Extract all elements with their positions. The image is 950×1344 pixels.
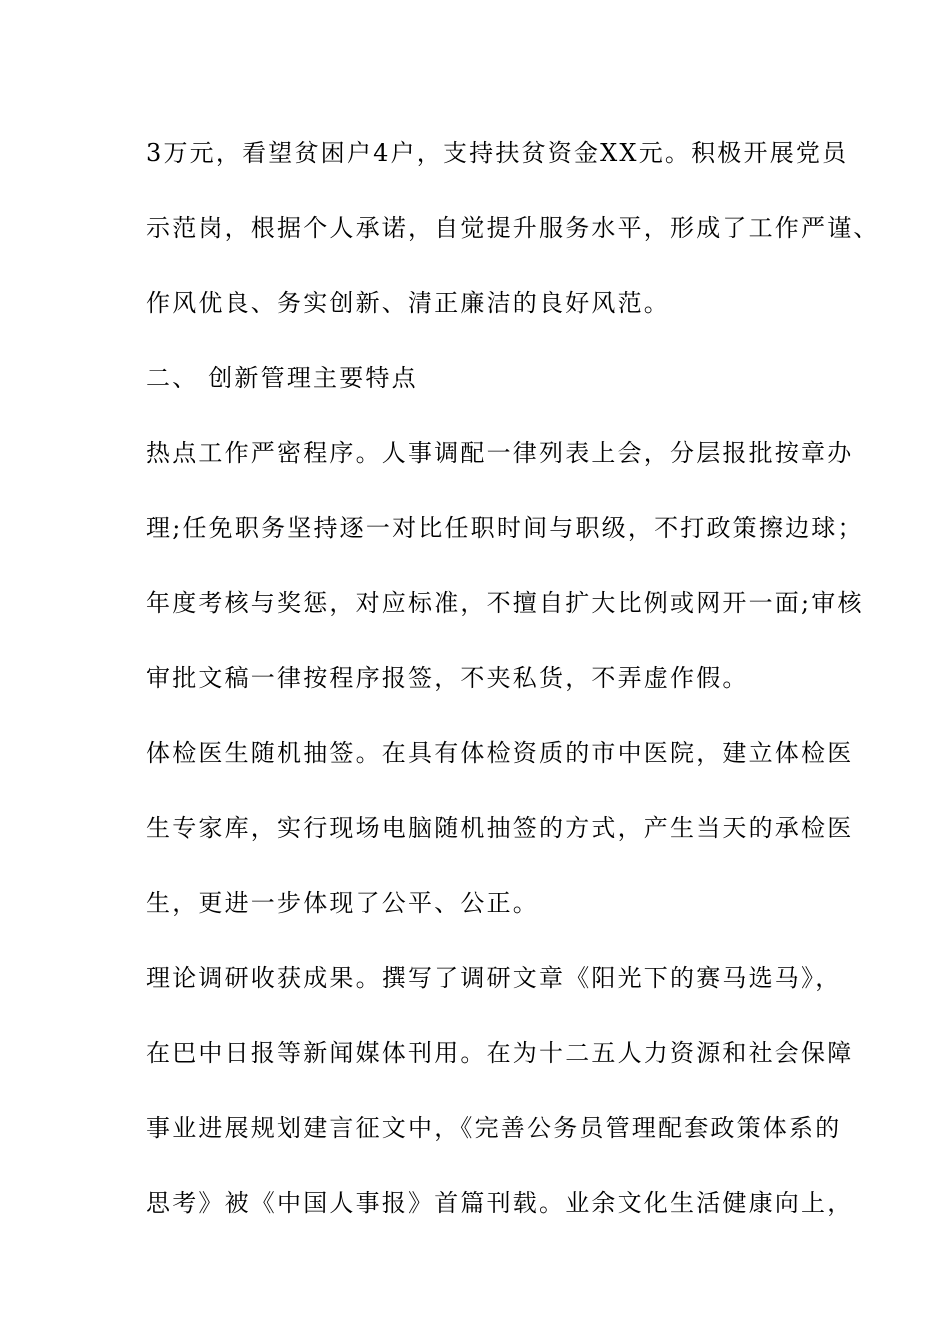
text-line: 年度考核与奖惩，对应标准，不擅自扩大比例或网开一面;审核	[146, 589, 864, 617]
text-line: 体检医生随机抽签。在具有体检资质的市中医院，建立体检医	[146, 739, 854, 767]
text-line: 事业进展规划建言征文中，《完善公务员管理配套政策体系的	[146, 1114, 842, 1142]
section-heading: 二、 创新管理主要特点	[146, 364, 418, 392]
text-line: 生，更进一步体现了公平、公正。	[146, 889, 539, 917]
text-line: 审批文稿一律按程序报签，不夹私货，不弄虚作假。	[146, 664, 749, 692]
text-line: 3万元，看望贫困户4户，支持扶贫资金XX元。积极开展党员	[146, 139, 849, 167]
text-line: 思考》被《中国人事报》首篇刊载。业余文化生活健康向上，	[146, 1189, 854, 1217]
text-line: 作风优良、务实创新、清正廉洁的良好风范。	[146, 289, 670, 317]
text-line: 理;任免职务坚持逐一对比任职时间与职级，不打政策擦边球；	[146, 514, 864, 542]
text-line: 理论调研收获成果。撰写了调研文章《阳光下的赛马选马》，	[146, 964, 842, 992]
text-line: 示范岗，根据个人承诺，自觉提升服务水平，形成了工作严谨、	[146, 214, 880, 242]
text-line: 在巴中日报等新闻媒体刊用。在为十二五人力资源和社会保障	[146, 1039, 854, 1067]
text-line: 生专家库，实行现场电脑随机抽签的方式，产生当天的承检医	[146, 814, 854, 842]
text-line: 热点工作严密程序。人事调配一律列表上会，分层报批按章办	[146, 439, 854, 467]
